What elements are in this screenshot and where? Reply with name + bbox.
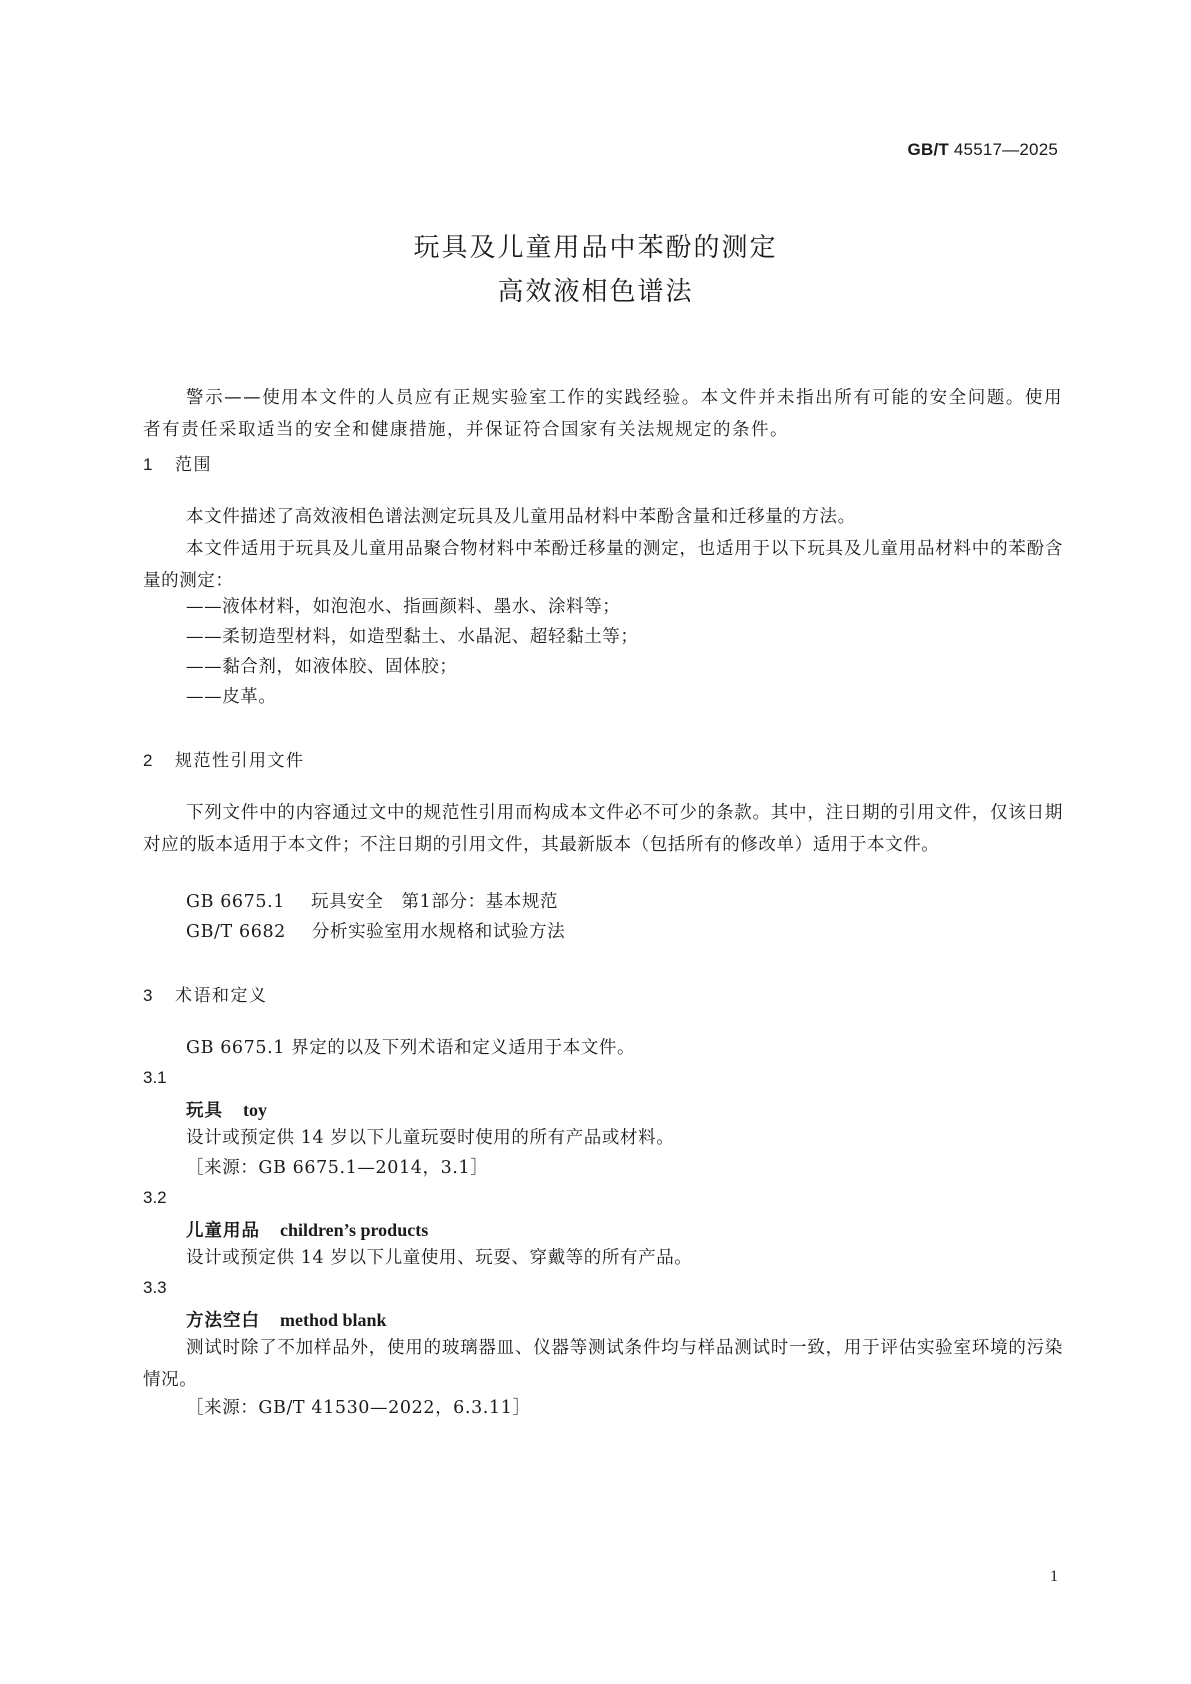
scope-paragraph-1: 本文件描述了高效液相色谱法测定玩具及儿童用品材料中苯酚含量和迁移量的方法。	[186, 507, 856, 527]
document-title-line2: 高效液相色谱法	[497, 277, 694, 307]
document-title-line1: 玩具及儿童用品中苯酚的测定	[413, 233, 778, 263]
section-heading-terms	[143, 981, 268, 1006]
standard-prefix: GB/T	[907, 140, 949, 159]
term-definition: 设计或预定供 14 岁以下儿童玩耍时使用的所有产品或材料。	[186, 1128, 675, 1148]
term-name	[186, 1307, 387, 1332]
term-number: 3.3	[143, 1278, 167, 1297]
section-heading-normative	[143, 746, 305, 771]
reference-item	[186, 886, 558, 918]
term-chinese: 儿童用品	[186, 1221, 260, 1241]
page-number: 1	[1050, 1568, 1058, 1585]
term-english: method blank	[280, 1310, 387, 1330]
section-title: 术语和定义	[175, 986, 268, 1006]
term-source: ［来源：GB/T 41530—2022，6.3.11］	[186, 1398, 531, 1418]
section-number: 2	[143, 751, 154, 770]
term-chinese: 玩具	[186, 1101, 223, 1121]
standard-code	[908, 140, 1058, 160]
term-name	[186, 1097, 267, 1122]
term-number: 3.2	[143, 1188, 167, 1207]
term-definition: 设计或预定供 14 岁以下儿童使用、玩耍、穿戴等的所有产品。	[186, 1248, 693, 1268]
scope-list-item: ——皮革。	[186, 687, 277, 707]
term-number: 3.1	[143, 1068, 167, 1087]
reference-code: GB/T 6682	[186, 922, 286, 942]
scope-list-item: ——液体材料，如泡泡水、指画颜料、墨水、涂料等；	[186, 597, 621, 617]
scope-paragraph-2: 本文件适用于玩具及儿童用品聚合物材料中苯酚迁移量的测定，也适用于以下玩具及儿童用品材料中的苯酚含量的测定：	[143, 539, 1063, 591]
warning-paragraph: 警示——使用本文件的人员应有正规实验室工作的实践经验。本文件并未指出所有可能的安全问题。使用者有责任采取适当的安全和健康措施，并保证符合国家有关法规规定的条件。	[143, 388, 1063, 440]
term-english: children’s products	[280, 1220, 429, 1240]
reference-title: 分析实验室用水规格和试验方法	[311, 922, 566, 942]
section-title: 范围	[175, 455, 212, 475]
term-chinese: 方法空白	[186, 1311, 260, 1331]
term-english: toy	[243, 1100, 267, 1120]
normative-paragraph: 下列文件中的内容通过文中的规范性引用而构成本文件必不可少的条款。其中，注日期的引用文件，仅该日期对应的版本适用于本文件；不注日期的引用文件，其最新版本（包括所有的修改单）适用于本文件。	[143, 803, 1063, 855]
terms-intro: GB 6675.1 界定的以及下列术语和定义适用于本文件。	[186, 1038, 636, 1058]
section-title: 规范性引用文件	[175, 751, 305, 771]
scope-list-item: ——柔韧造型材料，如造型黏土、水晶泥、超轻黏土等；	[186, 627, 639, 647]
section-number: 3	[143, 986, 154, 1005]
reference-item	[186, 916, 565, 948]
term-source: ［来源：GB 6675.1—2014，3.1］	[186, 1158, 489, 1178]
section-heading-scope	[143, 450, 212, 475]
scope-list-item: ——黏合剂，如液体胶、固体胶；	[186, 657, 458, 677]
section-number: 1	[143, 455, 154, 474]
reference-title: 玩具安全 第1部分：基本规范	[311, 892, 559, 912]
term-definition: 测试时除了不加样品外，使用的玻璃器皿、仪器等测试条件均与样品测试时一致，用于评估实验室环境的污染情况。	[143, 1338, 1063, 1390]
standard-number: 45517—2025	[953, 140, 1058, 159]
reference-code: GB 6675.1	[186, 892, 286, 912]
term-name	[186, 1217, 428, 1242]
